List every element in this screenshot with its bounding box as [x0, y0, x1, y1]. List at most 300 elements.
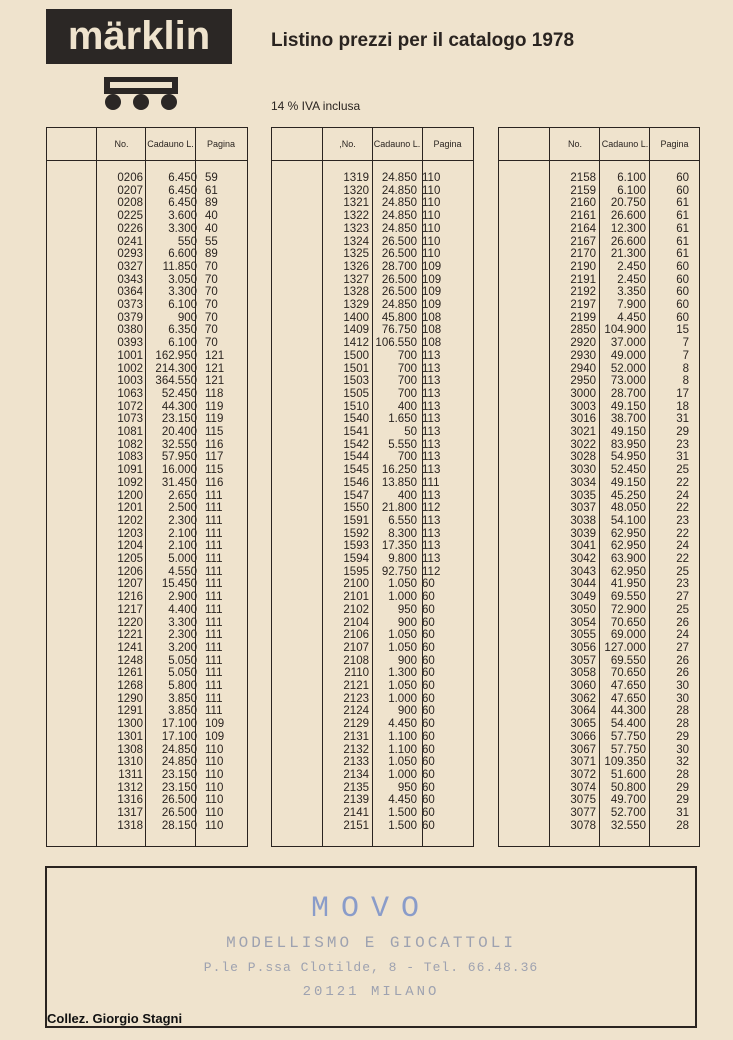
item-number: 2107: [343, 641, 369, 654]
column-header-cadauno: Cadauno L.: [601, 138, 649, 149]
item-number: 0207: [117, 184, 143, 197]
table-row: [272, 553, 473, 566]
item-number: 2197: [570, 299, 596, 311]
item-price: 51.600: [610, 768, 646, 781]
item-number: 1200: [117, 489, 143, 502]
item-number: 2101: [343, 591, 369, 604]
item-number: 1324: [343, 235, 369, 248]
table-row: [499, 642, 699, 655]
catalog-page: 121: [205, 349, 225, 362]
table-row: [47, 324, 247, 337]
table-row: [272, 363, 473, 376]
catalog-page: 110: [205, 794, 224, 807]
catalog-page: 29: [676, 426, 689, 438]
item-number: 1546: [343, 476, 369, 489]
item-number: 3021: [570, 426, 596, 438]
item-number: 2160: [570, 197, 596, 210]
item-price: 62.950: [610, 540, 646, 553]
table-row: [47, 363, 247, 376]
catalog-page: 111: [205, 527, 223, 540]
table-row: [272, 464, 473, 477]
item-price: 900: [397, 654, 417, 667]
item-price: 57.950: [161, 451, 197, 464]
item-price: 5.050: [168, 667, 197, 680]
item-price: 1.000: [388, 591, 417, 604]
catalog-page: 23: [676, 578, 689, 591]
item-number: 2123: [343, 692, 369, 705]
item-price: 48.050: [610, 502, 646, 515]
item-price: 4.400: [168, 603, 197, 616]
item-price: 16.250: [381, 464, 417, 477]
table-row: [272, 617, 473, 630]
item-price: 24.850: [381, 222, 417, 235]
table-row: [499, 172, 699, 185]
item-number: 1320: [343, 184, 369, 197]
item-number: 1323: [343, 222, 369, 235]
item-price: 24.850: [381, 197, 417, 210]
item-price: 20.400: [161, 426, 197, 438]
item-number: 2129: [343, 718, 369, 731]
item-price: 28.150: [161, 819, 197, 832]
catalog-page: 26: [676, 667, 689, 680]
item-price: 26.500: [381, 248, 417, 261]
item-price: 700: [397, 375, 417, 388]
table-row: [499, 528, 699, 541]
item-price: 20.750: [610, 197, 646, 210]
item-price: 2.300: [168, 629, 197, 642]
item-price: 54.100: [610, 514, 646, 527]
catalog-page: 30: [676, 743, 689, 756]
column-header-no: No.: [567, 138, 582, 149]
catalog-page: 111: [205, 514, 223, 527]
catalog-page: 119: [205, 400, 224, 413]
table-row: [47, 566, 247, 579]
item-price: 1.000: [388, 692, 417, 705]
catalog-page: 22: [676, 553, 689, 565]
item-number: 3066: [570, 730, 596, 743]
table-row: [272, 350, 473, 363]
catalog-page: 110: [205, 743, 224, 756]
item-number: 2110: [344, 667, 369, 680]
catalog-page: 60: [676, 286, 689, 299]
item-price: 3.300: [168, 286, 197, 299]
table-row: [272, 490, 473, 503]
table-row: [47, 528, 247, 541]
item-price: 950: [397, 603, 417, 616]
item-number: 1206: [117, 565, 143, 578]
table-row: [47, 515, 247, 528]
item-price: 52.450: [610, 464, 646, 477]
table-row: [47, 261, 247, 274]
item-number: 0241: [117, 235, 143, 248]
catalog-page: 60: [676, 260, 689, 273]
item-price: 5.000: [168, 553, 197, 565]
table-row: [47, 223, 247, 236]
catalog-page: 60: [422, 641, 435, 654]
stamp-dealer-name: MOVO: [310, 892, 431, 926]
item-price: 2.450: [617, 273, 646, 286]
item-price: 23.150: [161, 413, 197, 426]
catalog-page: 108: [422, 337, 442, 350]
item-price: 45.800: [381, 311, 417, 324]
catalog-page: 110: [422, 197, 441, 210]
table-row: [499, 350, 699, 363]
item-price: 17.350: [381, 540, 417, 553]
catalog-page: 70: [205, 337, 218, 350]
item-number: 0343: [117, 273, 143, 286]
item-number: 0379: [117, 311, 143, 324]
item-price: 69.000: [610, 629, 646, 642]
item-price: 28.700: [381, 260, 417, 273]
item-number: 1545: [343, 464, 369, 477]
item-price: 1.100: [388, 730, 417, 743]
catalog-page: 25: [676, 565, 689, 578]
item-price: 26.600: [610, 235, 646, 248]
catalog-page: 32: [676, 756, 689, 769]
table-row: [272, 375, 473, 388]
item-number: 1063: [117, 387, 143, 400]
catalog-page: 15: [676, 324, 689, 337]
item-price: 38.700: [610, 413, 646, 426]
table-row: [499, 299, 699, 312]
item-price: 70.650: [610, 667, 646, 680]
item-number: 3042: [570, 553, 596, 565]
item-number: 2170: [570, 248, 596, 261]
item-price: 26.500: [381, 235, 417, 248]
catalog-page: 31: [676, 807, 689, 819]
stamp-line-2: P.le P.ssa Clotilde, 8 - Tel. 66.48.36: [203, 960, 539, 975]
table-row: [499, 388, 699, 401]
catalog-page: 113: [422, 387, 441, 400]
item-number: 3041: [570, 540, 596, 553]
table-row: [272, 680, 473, 693]
item-number: 0393: [117, 337, 143, 350]
catalog-page: 8: [682, 362, 689, 375]
table-row: [272, 718, 473, 731]
item-number: 1327: [343, 273, 369, 286]
item-price: 4.550: [168, 565, 197, 578]
item-number: 1595: [343, 565, 369, 578]
catalog-page: 112: [422, 502, 441, 515]
table-row: [47, 769, 247, 782]
table-row: [499, 185, 699, 198]
item-number: 0206: [117, 172, 143, 184]
item-number: 1501: [343, 362, 369, 375]
table-row: [272, 236, 473, 249]
item-number: 2940: [570, 362, 596, 375]
item-number: 1241: [117, 641, 143, 654]
catalog-page: 110: [205, 768, 224, 781]
catalog-page: 23: [676, 514, 689, 527]
catalog-page: 30: [676, 680, 689, 692]
catalog-page: 40: [205, 222, 218, 235]
item-number: 1400: [343, 311, 369, 324]
table-row: [499, 286, 699, 299]
table-row: [47, 655, 247, 668]
catalog-page: 29: [676, 781, 689, 794]
item-price: 1.300: [388, 667, 417, 680]
catalog-page: 110: [422, 172, 441, 184]
table-row: [47, 553, 247, 566]
item-number: 1002: [117, 362, 143, 375]
item-price: 162.950: [155, 349, 197, 362]
catalog-page: 110: [422, 248, 441, 261]
table-row: [499, 794, 699, 807]
item-number: 1083: [117, 451, 143, 464]
column-header-pagina: Pagina: [433, 138, 462, 149]
table-row: [499, 223, 699, 236]
item-price: 6.550: [388, 514, 417, 527]
catalog-page: 60: [422, 743, 435, 756]
item-price: 2.650: [168, 489, 197, 502]
catalog-page: 110: [422, 210, 441, 223]
catalog-page: 18: [676, 400, 689, 413]
stamp-line-3: 20121 MILANO: [302, 984, 440, 1000]
table-row: [47, 286, 247, 299]
item-number: 2167: [570, 235, 596, 248]
item-price: 50.800: [610, 781, 646, 794]
catalog-page: 27: [676, 641, 689, 654]
table-row: [272, 744, 473, 757]
item-price: 49.150: [610, 476, 646, 489]
catalog-page: 110: [422, 235, 441, 248]
catalog-page: 24: [676, 629, 689, 642]
item-price: 5.800: [168, 680, 197, 692]
catalog-page: 111: [205, 565, 223, 578]
stamp-line-1: MODELLISMO E GIOCATTOLI: [226, 934, 516, 952]
catalog-page: 110: [422, 184, 441, 197]
item-number: 2191: [570, 273, 596, 286]
table-row: [272, 794, 473, 807]
table-row: [47, 388, 247, 401]
catalog-page: 113: [422, 527, 441, 540]
table-row: [499, 807, 699, 820]
catalog-page: 60: [422, 654, 435, 667]
item-number: 3077: [570, 807, 596, 819]
table-row: [272, 451, 473, 464]
item-number: 3049: [570, 591, 596, 604]
item-number: 1540: [343, 413, 369, 426]
table-row: [272, 820, 473, 833]
item-number: 1312: [117, 781, 143, 794]
table-row: [47, 782, 247, 795]
item-number: 2133: [343, 756, 369, 769]
item-number: 1290: [117, 692, 143, 705]
catalog-page: 60: [676, 299, 689, 311]
item-number: 0226: [117, 222, 143, 235]
item-price: 57.750: [610, 743, 646, 756]
table-row: [47, 617, 247, 630]
item-price: 550: [177, 235, 197, 248]
item-price: 2.450: [617, 260, 646, 273]
catalog-page: 109: [205, 730, 225, 743]
item-price: 950: [397, 781, 417, 794]
catalog-page: 110: [205, 807, 224, 819]
table-row: [499, 604, 699, 617]
item-number: 1325: [343, 248, 369, 261]
item-number: 2124: [343, 705, 369, 718]
item-price: 700: [397, 349, 417, 362]
item-price: 1.650: [388, 413, 417, 426]
table-row: [47, 629, 247, 642]
table-row: [499, 566, 699, 579]
catalog-page: 55: [205, 235, 218, 248]
table-row: [499, 578, 699, 591]
table-row: [272, 642, 473, 655]
item-number: 3057: [570, 654, 596, 667]
item-price: 47.650: [610, 680, 646, 692]
item-price: 214.300: [155, 362, 197, 375]
catalog-page: 61: [676, 235, 689, 248]
item-price: 4.450: [388, 794, 417, 807]
table-row: [47, 820, 247, 833]
item-price: 2.100: [168, 540, 197, 553]
item-number: 1220: [117, 616, 143, 629]
table-row: [272, 401, 473, 414]
item-price: 54.950: [610, 451, 646, 464]
item-price: 70.650: [610, 616, 646, 629]
catalog-page: 115: [205, 426, 224, 438]
item-number: 1261: [117, 667, 143, 680]
table-row: [47, 236, 247, 249]
item-price: 24.850: [381, 184, 417, 197]
item-number: 3034: [570, 476, 596, 489]
train-logo-icon: [104, 77, 178, 111]
table-row: [47, 680, 247, 693]
catalog-page: 29: [676, 730, 689, 743]
catalog-page: 111: [205, 603, 223, 616]
table-row: [272, 705, 473, 718]
table-row: [272, 185, 473, 198]
item-number: 1591: [343, 514, 369, 527]
item-price: 26.600: [610, 210, 646, 223]
item-price: 24.850: [381, 172, 417, 184]
item-number: 1300: [117, 718, 143, 731]
catalog-page: 113: [422, 489, 441, 502]
item-price: 6.100: [168, 299, 197, 311]
item-price: 83.950: [610, 438, 646, 451]
catalog-page: 111: [205, 629, 223, 642]
item-number: 1204: [117, 540, 143, 553]
item-number: 1301: [117, 730, 143, 743]
table-row: [499, 820, 699, 833]
table-row: [499, 274, 699, 287]
catalog-page: 60: [422, 692, 435, 705]
item-price: 57.750: [610, 730, 646, 743]
item-number: 3044: [570, 578, 596, 591]
item-number: 2132: [343, 743, 369, 756]
item-number: 1268: [117, 680, 143, 692]
catalog-page: 60: [422, 578, 435, 591]
table-row: [47, 464, 247, 477]
item-number: 3075: [570, 794, 596, 807]
page-title: Listino prezzi per il catalogo 1978: [271, 30, 575, 51]
item-number: 1207: [117, 578, 143, 591]
item-number: 1308: [117, 743, 143, 756]
item-price: 6.600: [168, 248, 197, 261]
catalog-page: 60: [676, 311, 689, 324]
catalog-page: 110: [422, 222, 441, 235]
table-row: [47, 591, 247, 604]
item-price: 3.350: [617, 286, 646, 299]
table-row: [499, 553, 699, 566]
item-number: 2950: [570, 375, 596, 388]
item-number: 3062: [570, 692, 596, 705]
catalog-page: 61: [676, 197, 689, 210]
table-row: [499, 464, 699, 477]
item-number: 2158: [570, 172, 596, 184]
column-header-cadauno: Cadauno L.: [147, 138, 194, 149]
table-row: [499, 197, 699, 210]
item-price: 17.100: [161, 730, 197, 743]
item-price: 5.550: [388, 438, 417, 451]
item-price: 17.100: [161, 718, 197, 731]
table-row: [272, 388, 473, 401]
item-number: 0293: [117, 248, 143, 261]
item-number: 3022: [570, 438, 596, 451]
item-number: 3065: [570, 718, 596, 731]
table-row: [47, 744, 247, 757]
item-price: 900: [397, 616, 417, 629]
item-number: 1510: [343, 400, 369, 413]
item-price: 364.550: [155, 375, 197, 388]
table-row: [47, 731, 247, 744]
table-row: [499, 375, 699, 388]
catalog-page: 119: [205, 413, 224, 426]
item-price: 7.900: [617, 299, 646, 311]
table-row: [499, 680, 699, 693]
item-price: 11.850: [162, 260, 197, 273]
item-price: 1.050: [388, 578, 417, 591]
item-number: 0225: [117, 210, 143, 223]
catalog-page: 111: [205, 489, 223, 502]
item-price: 24.850: [381, 299, 417, 311]
marklin-logo: märklin: [46, 9, 232, 64]
price-table-3: [498, 127, 700, 847]
table-row: [47, 642, 247, 655]
item-price: 700: [397, 451, 417, 464]
item-price: 109.350: [604, 756, 646, 769]
table-row: [272, 413, 473, 426]
table-row: [47, 248, 247, 261]
catalog-page: 111: [205, 692, 223, 705]
item-number: 1081: [117, 426, 143, 438]
item-price: 41.950: [610, 578, 646, 591]
item-number: 3072: [570, 768, 596, 781]
table-row: [47, 477, 247, 490]
table-row: [47, 807, 247, 820]
item-number: 3064: [570, 705, 596, 718]
catalog-page: 111: [205, 616, 223, 629]
item-price: 700: [397, 362, 417, 375]
catalog-page: 110: [205, 756, 224, 769]
catalog-page: 111: [205, 705, 223, 718]
table-row: [47, 312, 247, 325]
item-number: 1003: [117, 375, 143, 388]
item-price: 32.550: [610, 819, 646, 832]
catalog-page: 116: [205, 438, 224, 451]
catalog-page: 60: [422, 616, 435, 629]
item-number: 3000: [570, 387, 596, 400]
table-row: [47, 439, 247, 452]
item-price: 1.050: [388, 641, 417, 654]
item-price: 69.550: [610, 591, 646, 604]
item-price: 3.300: [168, 616, 197, 629]
table-row: [272, 337, 473, 350]
item-price: 6.100: [168, 337, 197, 350]
catalog-page: 60: [422, 819, 435, 832]
catalog-page: 70: [205, 311, 218, 324]
